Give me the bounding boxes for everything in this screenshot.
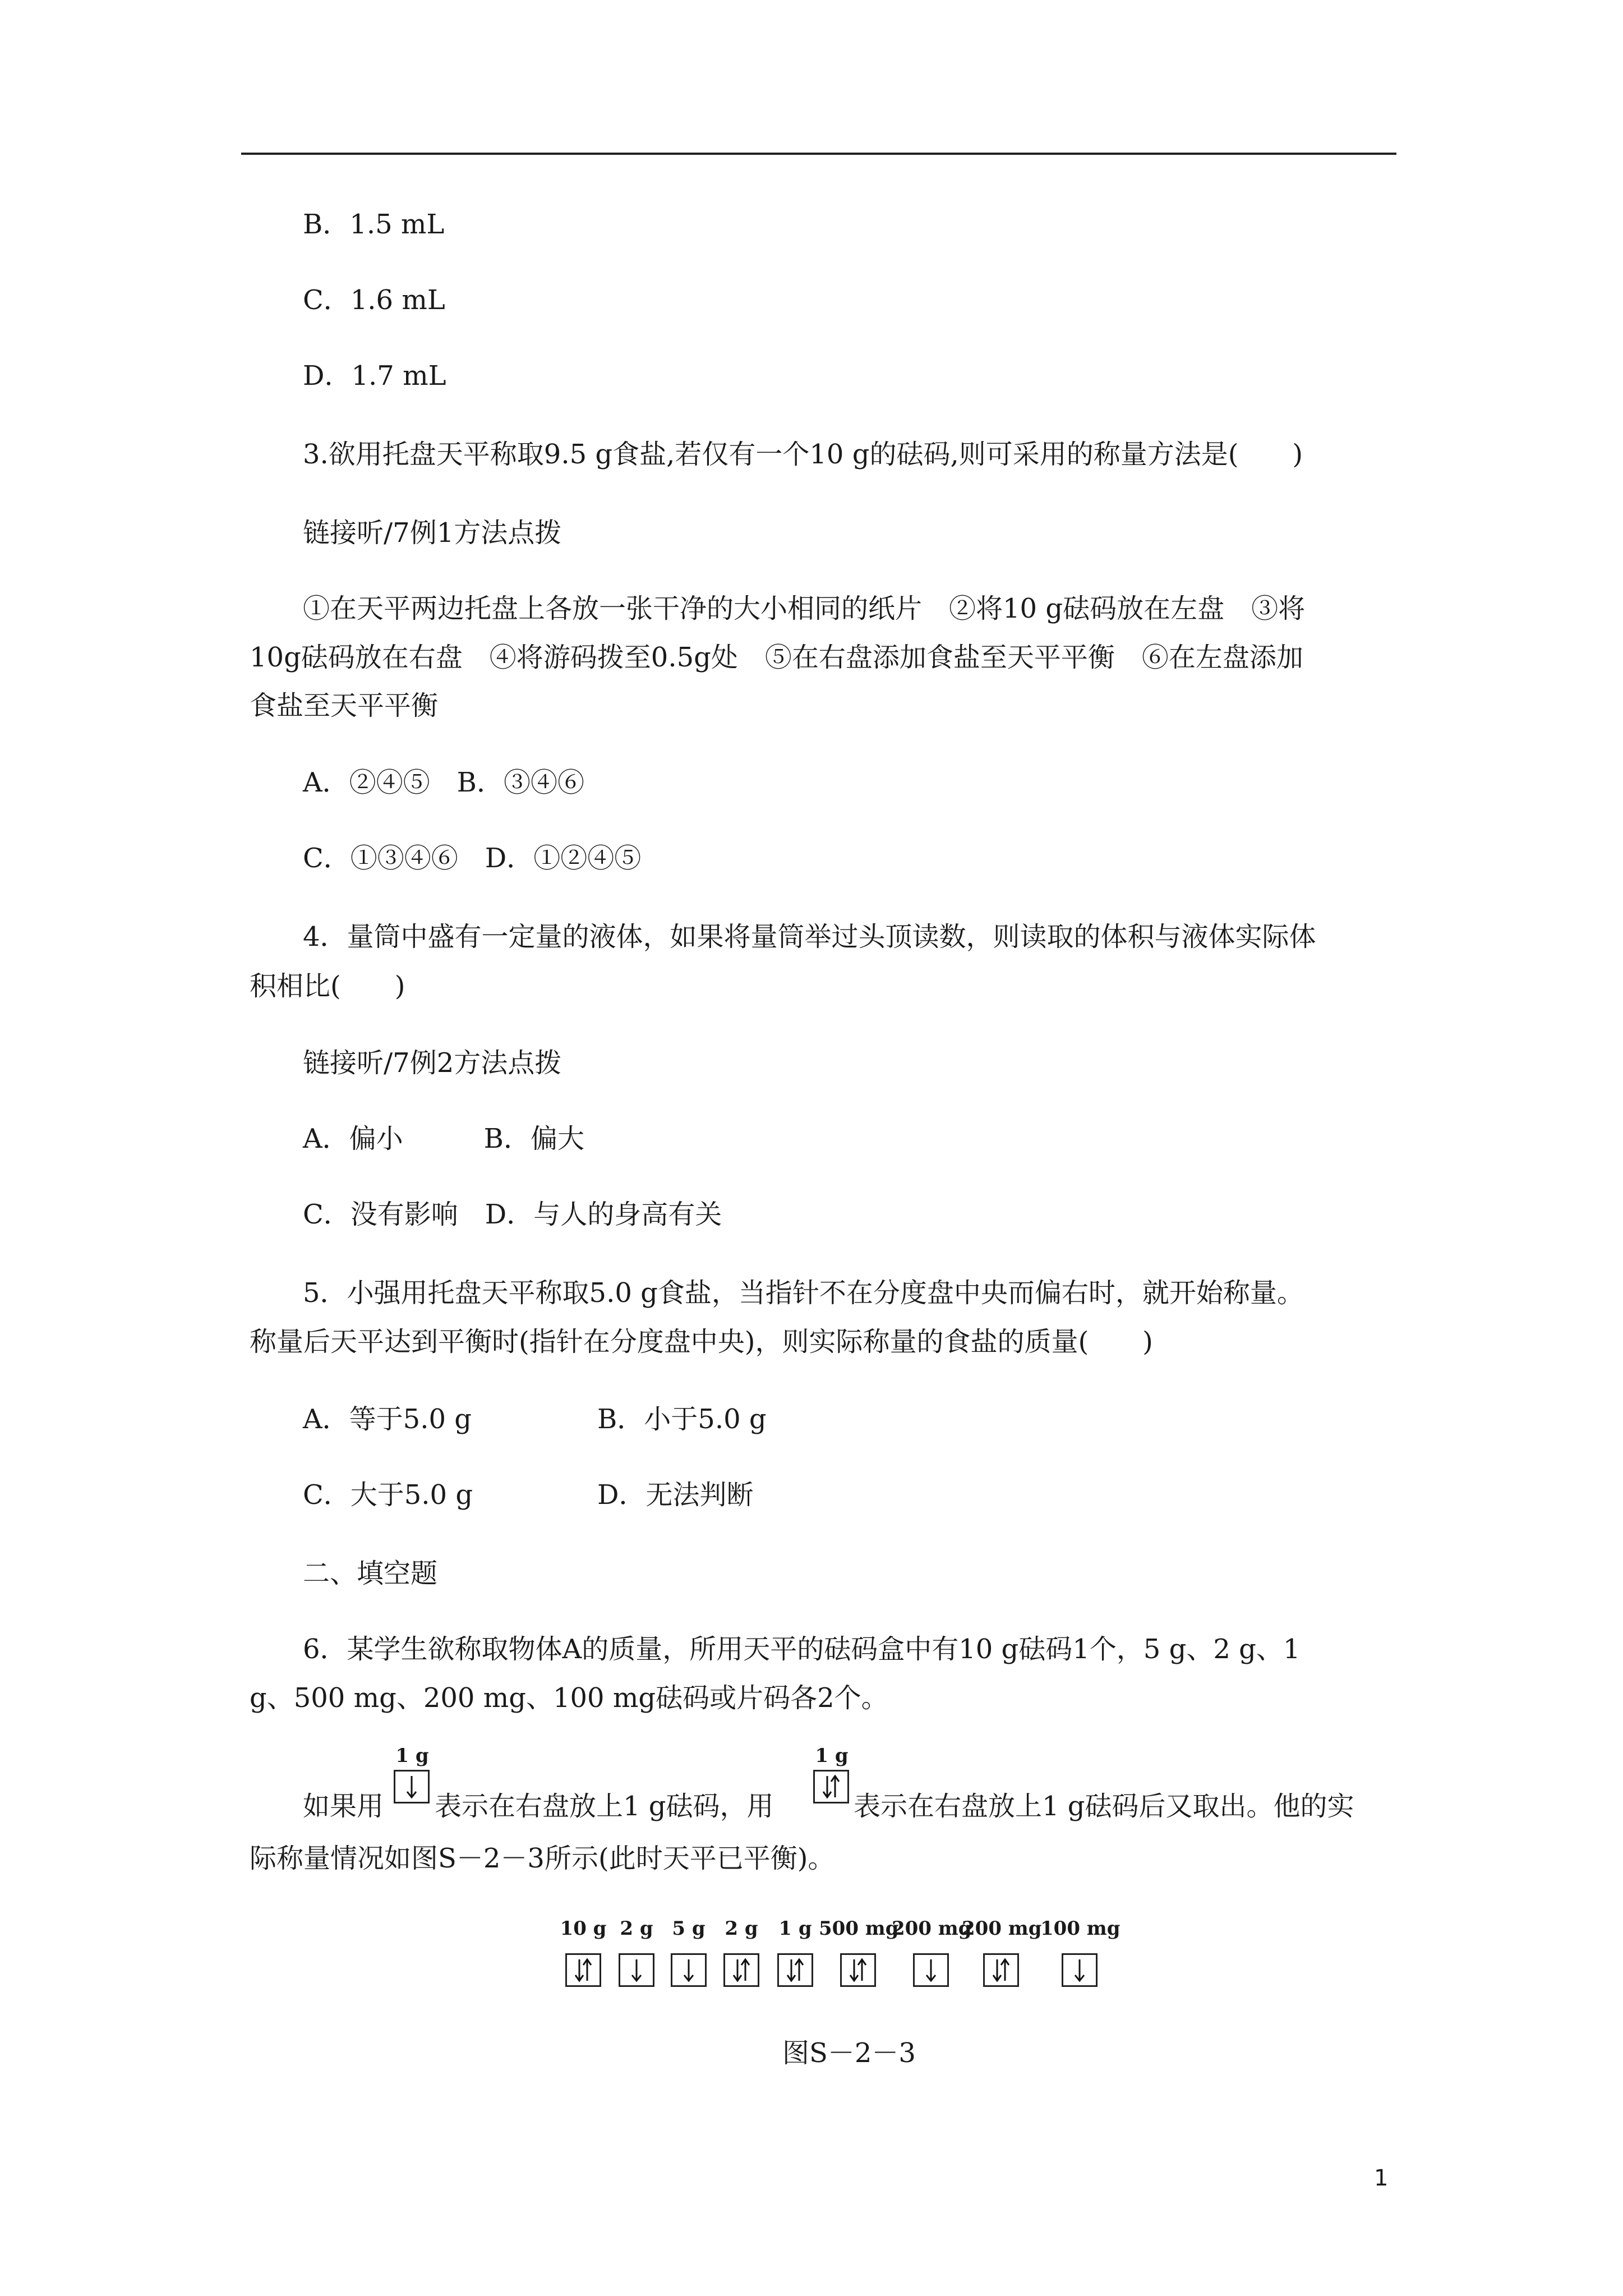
down-up-arrows-icon: [725, 1955, 758, 1985]
q3-steps-line-3: 食盐至天平平衡: [250, 690, 439, 721]
down-up-arrows-icon: [985, 1955, 1017, 1985]
weight-label: 200 mg: [962, 1917, 1042, 1940]
weight-action-box: [671, 1953, 707, 1987]
weight-action-box: [1062, 1953, 1098, 1987]
q5-option-c: C．大于5.0 g: [303, 1479, 473, 1511]
q6-stem-line-1: 6．某学生欲称取物体A的质量，所用天平的砝码盒中有10 g砝码1个，5 g、2 g、1: [303, 1634, 1301, 1665]
q4-link: 链接听/7例2方法点拨: [303, 1047, 562, 1079]
q5-stem-line-1: 5．小强用托盘天平称取5.0 g食盐，当指针不在分度盘中央而偏右时，就开始称量。: [303, 1277, 1304, 1309]
weight-label: 200 mg: [892, 1917, 972, 1940]
q3-link: 链接听/7例1方法点拨: [303, 517, 562, 549]
q4-stem-line-2: 积相比( ): [250, 970, 405, 1002]
figure-caption: 图S－2－3: [782, 2037, 916, 2069]
weight-label: 100 mg: [1040, 1917, 1121, 1940]
q6-legend-line-2: 际称量情况如图S－2－3所示(此时天平已平衡)。: [250, 1843, 835, 1874]
section-fill-in-heading: 二、填空题: [303, 1558, 438, 1589]
q4-options-cd: C．没有影响 D．与人的身高有关: [303, 1199, 722, 1230]
weight-label: 500 mg: [819, 1917, 899, 1940]
weight-action-box: [983, 1953, 1019, 1987]
q3-steps-line-2: 10g砝码放在右盘 ④将游码拨至0.5g处 ⑤在右盘添加食盐至天平平衡 ⑥在左盘添加: [250, 642, 1303, 673]
down-up-arrows-icon: [842, 1955, 874, 1985]
q3-steps-line-1: ①在天平两边托盘上各放一张干净的大小相同的纸片 ②将10 g砝码放在左盘 ③将: [303, 593, 1306, 624]
legend-down-up-box: [813, 1770, 849, 1803]
down-arrow-icon: [395, 1772, 428, 1802]
legend-down-box: [394, 1770, 430, 1803]
down-arrow-icon: [1063, 1955, 1096, 1985]
q5-option-a: A．等于5.0 g: [303, 1404, 472, 1435]
q2-option-d: D．1.7 mL: [303, 360, 446, 392]
down-arrow-icon: [620, 1955, 653, 1985]
q6-legend-text-2: 表示在右盘放上1 g砝码，用: [435, 1791, 774, 1822]
down-up-arrows-icon: [567, 1955, 600, 1985]
q3-options-cd: C．①③④⑥ D．①②④⑤: [303, 843, 642, 874]
q5-option-d: D．无法判断: [597, 1479, 754, 1511]
weight-label: 5 g: [672, 1917, 706, 1940]
weight-action-box: [840, 1953, 876, 1987]
q6-legend-text-1: 如果用: [303, 1791, 384, 1822]
q2-option-b: B．1.5 mL: [303, 209, 445, 240]
weight-action-box: [619, 1953, 654, 1987]
q4-options-ab: A．偏小 B．偏大: [303, 1123, 584, 1154]
down-arrow-icon: [672, 1955, 705, 1985]
weight-action-box: [777, 1953, 813, 1987]
weight-label: 10 g: [560, 1917, 607, 1940]
legend-down-weight-label: 1 g: [395, 1745, 429, 1767]
header-rule: [241, 153, 1396, 155]
weight-action-box: [565, 1953, 601, 1987]
q3-stem: 3.欲用托盘天平称取9.5 g食盐,若仅有一个10 g的砝码,则可采用的称量方法是( ): [303, 439, 1303, 470]
q5-stem-line-2: 称量后天平达到平衡时(指针在分度盘中央)，则实际称量的食盐的质量( ): [250, 1326, 1153, 1358]
down-arrow-icon: [915, 1955, 947, 1985]
q3-options-ab: A．②④⑤ B．③④⑥: [303, 767, 584, 798]
q5-option-b: B．小于5.0 g: [597, 1404, 767, 1435]
down-up-arrows-icon: [779, 1955, 811, 1985]
page-number: 1: [1374, 2165, 1389, 2191]
down-up-arrows-icon: [815, 1772, 847, 1802]
weight-label: 2 g: [725, 1917, 758, 1940]
weight-label: 1 g: [778, 1917, 812, 1940]
q6-stem-line-2: g、500 mg、200 mg、100 mg砝码或片码各2个。: [250, 1682, 888, 1714]
weight-action-box: [723, 1953, 759, 1987]
legend-down-up-weight-label: 1 g: [815, 1745, 849, 1767]
q6-legend-text-3: 表示在右盘放上1 g砝码后又取出。他的实: [854, 1791, 1354, 1822]
weight-label: 2 g: [620, 1917, 653, 1940]
q4-stem-line-1: 4．量筒中盛有一定量的液体，如果将量筒举过头顶读数，则读取的体积与液体实际体: [303, 921, 1316, 953]
weight-action-box: [913, 1953, 949, 1987]
q2-option-c: C．1.6 mL: [303, 284, 445, 316]
